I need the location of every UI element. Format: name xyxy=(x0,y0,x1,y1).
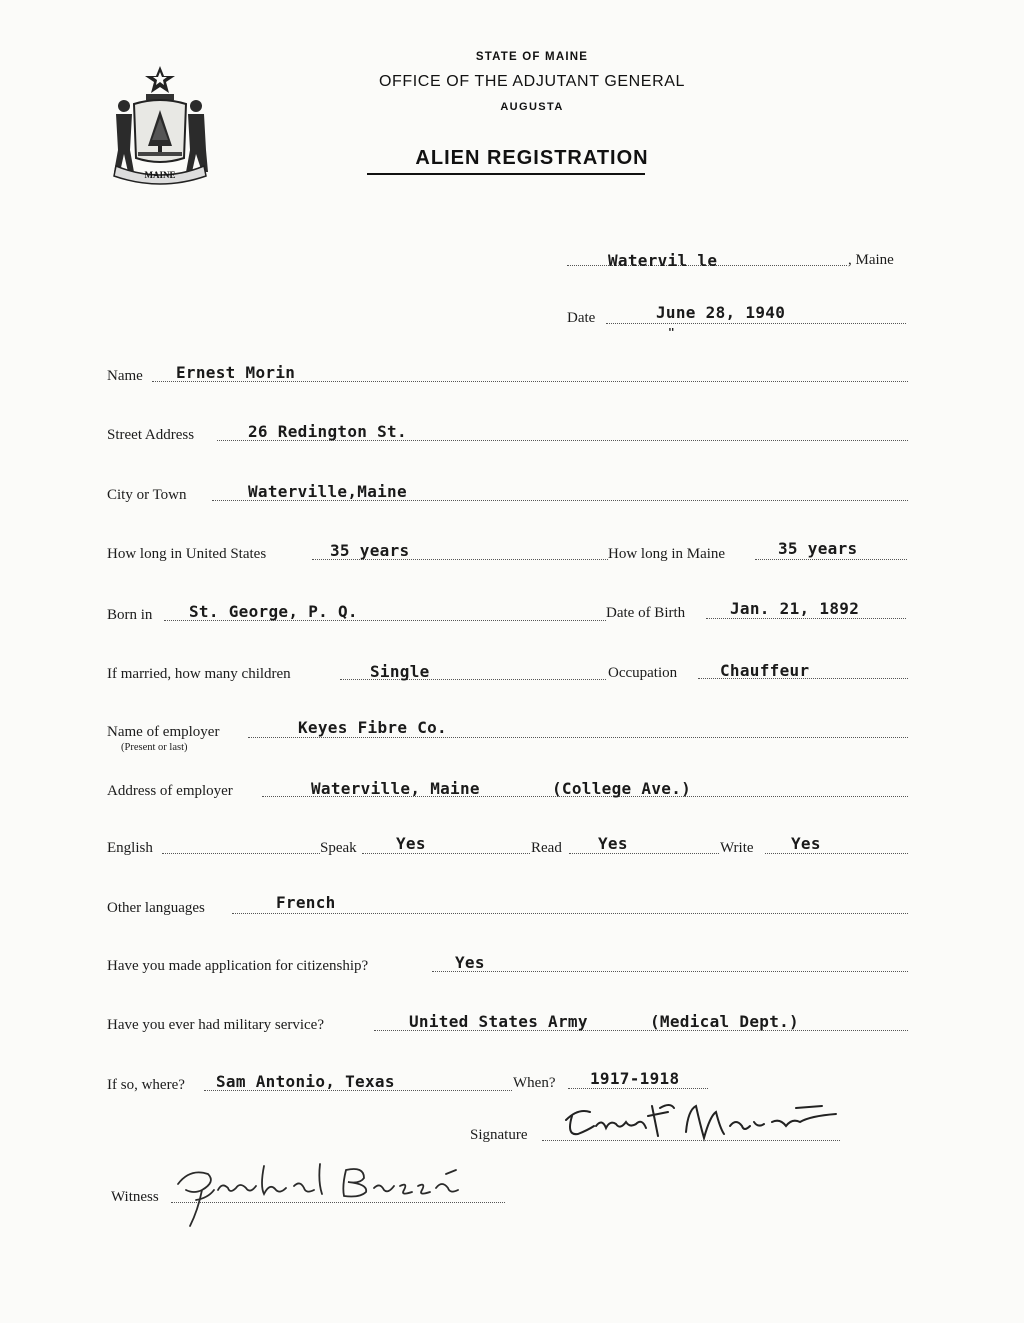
write-line xyxy=(765,853,908,854)
employer-sublabel: (Present or last) xyxy=(121,742,188,753)
other-languages-line xyxy=(232,913,908,914)
occupation-label: Occupation xyxy=(608,665,678,681)
dob-value: Jan. 21, 1892 xyxy=(730,599,860,618)
date-value: June 28, 1940 xyxy=(656,303,786,322)
military-extra: (Medical Dept.) xyxy=(650,1012,799,1031)
children-value: Single xyxy=(370,662,430,681)
citizenship-label: Have you made application for citizenship? xyxy=(107,958,369,974)
dob-label: Date of Birth xyxy=(606,605,686,621)
born-value: St. George, P. Q. xyxy=(189,602,358,621)
header-city: AUGUSTA xyxy=(500,101,564,113)
how-long-us-label: How long in United States xyxy=(107,546,267,562)
speak-line xyxy=(362,853,530,854)
english-line xyxy=(162,853,320,854)
citizenship-line xyxy=(432,971,908,972)
english-label: English xyxy=(107,840,153,856)
employer-address-value: Waterville, Maine xyxy=(311,779,480,798)
speak-value: Yes xyxy=(396,834,426,853)
read-label: Read xyxy=(531,840,562,856)
how-long-maine-label: How long in Maine xyxy=(608,546,726,562)
employer-address-label: Address of employer xyxy=(107,783,233,799)
employer-address-extra: (College Ave.) xyxy=(552,779,692,798)
read-line xyxy=(569,853,719,854)
military-value: United States Army xyxy=(409,1012,588,1031)
state-seal-icon xyxy=(108,62,212,188)
when-line xyxy=(568,1088,708,1089)
military-label: Have you ever had military service? xyxy=(107,1017,324,1033)
street-value: 26 Redington St. xyxy=(248,422,407,441)
other-languages-value: French xyxy=(276,893,336,912)
date-ditto: " xyxy=(668,326,675,339)
header-state: STATE OF MAINE xyxy=(475,51,589,63)
date-label: Date xyxy=(567,310,596,326)
header-office: OFFICE OF THE ADJUTANT GENERAL xyxy=(378,73,686,90)
read-value: Yes xyxy=(598,834,628,853)
name-label: Name xyxy=(107,368,143,384)
occupation-value: Chauffeur xyxy=(720,661,810,680)
date-line xyxy=(606,323,906,324)
speak-label: Speak xyxy=(320,840,357,856)
born-label: Born in xyxy=(107,607,153,623)
where-value: Sam Antonio, Texas xyxy=(216,1072,395,1091)
employer-value: Keyes Fibre Co. xyxy=(298,718,447,737)
write-label: Write xyxy=(720,840,754,856)
city-value: Waterville,Maine xyxy=(248,482,407,501)
employer-line xyxy=(248,737,908,738)
form-title: ALIEN REGISTRATION xyxy=(415,147,649,169)
witness-label: Witness xyxy=(111,1189,159,1205)
signature-label: Signature xyxy=(470,1127,528,1143)
title-underline xyxy=(367,173,645,175)
other-languages-label: Other languages xyxy=(107,900,205,916)
signature-handwriting xyxy=(560,1098,845,1150)
how-long-maine-value: 35 years xyxy=(778,539,858,558)
seal-lettering: MAINE xyxy=(144,170,176,180)
place-value: Watervil le xyxy=(608,251,718,270)
children-label: If married, how many children xyxy=(107,666,291,682)
witness-handwriting xyxy=(168,1160,488,1232)
when-label: When? xyxy=(513,1075,556,1091)
city-label: City or Town xyxy=(107,487,187,503)
name-value: Ernest Morin xyxy=(176,363,296,382)
place-suffix: , Maine xyxy=(848,252,894,268)
street-label: Street Address xyxy=(107,427,195,443)
where-label: If so, where? xyxy=(107,1077,185,1093)
how-long-maine-line xyxy=(755,559,907,560)
employer-label: Name of employer xyxy=(107,724,220,740)
citizenship-value: Yes xyxy=(455,953,485,972)
write-value: Yes xyxy=(791,834,821,853)
dob-line xyxy=(706,618,906,619)
how-long-us-value: 35 years xyxy=(330,541,410,560)
when-value: 1917-1918 xyxy=(590,1069,680,1088)
